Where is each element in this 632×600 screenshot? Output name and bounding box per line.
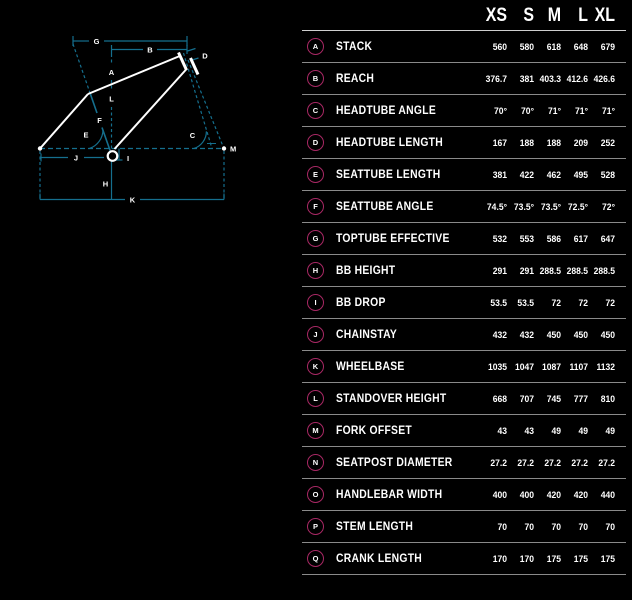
diagram-label-b: B xyxy=(147,45,153,55)
front-axle-dot xyxy=(222,146,226,150)
head-tube xyxy=(179,53,187,71)
row-label: SEATTUBE LENGTH xyxy=(336,168,441,181)
row-letter: G xyxy=(312,233,319,243)
seattube-axis-dashed xyxy=(73,44,90,94)
row-crank-length xyxy=(302,543,626,575)
geometry-rows xyxy=(302,31,626,575)
row-bb-drop xyxy=(302,287,626,319)
geometry-table xyxy=(302,0,626,575)
value-b-l: 412.6 xyxy=(566,73,588,84)
row-bb-height xyxy=(302,255,626,287)
value-n-xs: 27.2 xyxy=(490,457,507,468)
rear-axle-dot xyxy=(38,146,42,150)
size-col-s: S xyxy=(523,5,534,26)
headtube-angle-arc xyxy=(194,131,206,148)
row-wheelbase xyxy=(302,351,626,383)
diagram-label-f: F xyxy=(97,116,102,125)
value-l-s: 707 xyxy=(519,393,534,404)
value-k-m: 1087 xyxy=(541,361,561,372)
value-q-l: 175 xyxy=(573,553,588,564)
value-i-xs: 53.5 xyxy=(490,297,507,308)
value-d-xl: 252 xyxy=(600,137,615,148)
row-letter-badge xyxy=(307,166,324,183)
row-fork-offset xyxy=(302,415,626,447)
row-label: REACH xyxy=(336,72,375,85)
row-seattube-angle xyxy=(302,191,626,223)
value-p-xs: 70 xyxy=(497,521,507,532)
value-e-xs: 381 xyxy=(492,169,507,180)
value-g-l: 617 xyxy=(573,233,588,244)
row-label: HANDLEBAR WIDTH xyxy=(336,488,443,501)
value-j-m: 450 xyxy=(546,329,561,340)
value-a-l: 648 xyxy=(573,41,588,52)
row-letter-badge xyxy=(307,454,324,471)
seattube-angle-arc xyxy=(90,130,104,149)
row-letter-badge xyxy=(307,390,324,407)
diagram-label-e: E xyxy=(83,130,89,140)
row-letter: O xyxy=(312,489,319,499)
value-j-xl: 450 xyxy=(600,329,615,340)
diagram-label-l: L xyxy=(109,94,114,104)
row-label: HEADTUBE LENGTH xyxy=(336,136,443,149)
row-label: STEM LENGTH xyxy=(336,520,414,533)
row-letter-badge xyxy=(307,358,324,375)
value-b-xs: 376.7 xyxy=(485,73,507,84)
row-label: BB HEIGHT xyxy=(336,264,396,277)
value-n-l: 27.2 xyxy=(571,457,588,468)
diagram-label-j: J xyxy=(73,153,79,163)
row-seatpost-diameter xyxy=(302,447,626,479)
row-letter-badge xyxy=(307,550,324,567)
value-o-l: 420 xyxy=(573,489,588,500)
value-b-s: 381 xyxy=(519,73,534,84)
row-headtube-angle xyxy=(302,95,626,127)
value-a-s: 580 xyxy=(519,41,534,52)
row-label: SEATTUBE ANGLE xyxy=(336,200,434,213)
value-j-s: 432 xyxy=(519,329,534,340)
value-h-xl: 288.5 xyxy=(593,265,615,276)
value-p-l: 70 xyxy=(578,521,588,532)
row-letter: C xyxy=(312,105,319,115)
size-col-xs: XS xyxy=(485,5,507,26)
row-handlebar-width xyxy=(302,479,626,511)
value-f-l: 72.5° xyxy=(567,201,588,212)
row-label: CHAINSTAY xyxy=(336,328,398,341)
value-m-s: 43 xyxy=(524,425,534,436)
value-o-s: 400 xyxy=(519,489,534,500)
row-chainstay xyxy=(302,319,626,351)
value-b-xl: 426.6 xyxy=(593,73,615,84)
row-headtube-length xyxy=(302,127,626,159)
value-d-s: 188 xyxy=(519,137,534,148)
row-stem-length xyxy=(302,511,626,543)
value-e-l: 495 xyxy=(573,169,588,180)
value-d-l: 209 xyxy=(573,137,588,148)
value-i-xl: 72 xyxy=(605,297,615,308)
value-n-s: 27.2 xyxy=(517,457,534,468)
value-g-xl: 647 xyxy=(600,233,615,244)
value-k-l: 1107 xyxy=(569,361,588,372)
size-col-l: L xyxy=(578,5,588,26)
value-e-m: 462 xyxy=(546,169,561,180)
value-f-xl: 72° xyxy=(602,201,615,212)
value-i-l: 72 xyxy=(578,297,588,308)
frame-geometry-diagram xyxy=(0,0,280,225)
value-h-l: 288.5 xyxy=(566,265,588,276)
diagram-label-c: C xyxy=(189,131,196,140)
row-label: BB DROP xyxy=(336,296,386,309)
value-q-xs: 170 xyxy=(492,553,507,564)
value-l-xs: 668 xyxy=(492,393,507,404)
value-e-s: 422 xyxy=(519,169,534,180)
value-i-m: 72 xyxy=(551,297,561,308)
value-h-m: 288.5 xyxy=(539,265,561,276)
value-q-xl: 175 xyxy=(600,553,615,564)
row-letter: F xyxy=(313,201,318,211)
value-l-l: 777 xyxy=(573,393,588,404)
row-letter: J xyxy=(313,329,318,339)
row-label: STACK xyxy=(336,40,373,53)
row-letter: L xyxy=(313,393,318,403)
value-j-xs: 432 xyxy=(492,329,507,340)
row-letter-badge xyxy=(307,134,324,151)
value-h-xs: 291 xyxy=(492,265,507,276)
size-col-xl: XL xyxy=(594,5,615,26)
value-f-m: 73.5° xyxy=(540,201,561,212)
value-o-xs: 400 xyxy=(492,489,507,500)
row-letter: E xyxy=(312,169,318,179)
row-letter: M xyxy=(312,425,319,435)
row-letter-badge xyxy=(307,198,324,215)
row-toptube-effective xyxy=(302,223,626,255)
value-d-xs: 167 xyxy=(492,137,507,148)
value-a-xs: 560 xyxy=(492,41,507,52)
row-letter-badge xyxy=(307,262,324,279)
value-c-m: 71° xyxy=(548,105,561,116)
value-b-m: 403.3 xyxy=(539,73,561,84)
row-letter-badge xyxy=(307,38,324,55)
row-letter-badge xyxy=(307,326,324,343)
value-g-m: 586 xyxy=(546,233,561,244)
value-g-xs: 532 xyxy=(492,233,507,244)
row-label: FORK OFFSET xyxy=(336,424,412,437)
value-j-l: 450 xyxy=(573,329,588,340)
value-n-m: 27.2 xyxy=(544,457,561,468)
diagram-label-g: G xyxy=(93,37,100,46)
value-d-m: 188 xyxy=(546,137,561,148)
row-letter: Q xyxy=(312,553,319,563)
down-tube xyxy=(115,69,188,150)
value-l-xl: 810 xyxy=(600,393,615,404)
row-reach xyxy=(302,63,626,95)
row-letter: I xyxy=(314,297,317,307)
value-k-s: 1047 xyxy=(514,361,534,372)
value-p-m: 70 xyxy=(551,521,561,532)
value-q-s: 170 xyxy=(519,553,534,564)
value-o-m: 420 xyxy=(546,489,561,500)
diagram-label-d: D xyxy=(202,51,208,61)
value-c-s: 70° xyxy=(521,105,534,116)
value-k-xl: 1132 xyxy=(596,361,615,372)
bottom-bracket-circle xyxy=(108,151,118,161)
row-letter-badge xyxy=(307,518,324,535)
row-letter: H xyxy=(312,265,319,275)
value-l-m: 745 xyxy=(546,393,561,404)
row-letter: A xyxy=(312,41,319,51)
value-k-xs: 1035 xyxy=(487,361,507,372)
row-label: TOPTUBE EFFECTIVE xyxy=(336,232,450,245)
row-letter: N xyxy=(312,457,319,467)
row-label: CRANK LENGTH xyxy=(336,552,423,565)
diagram-label-a: A xyxy=(108,68,115,77)
value-p-xl: 70 xyxy=(605,521,615,532)
size-header-row xyxy=(302,0,626,31)
head-tube xyxy=(191,58,199,75)
diagram-label-h: H xyxy=(102,179,109,189)
value-m-xs: 43 xyxy=(497,425,507,436)
seatstay-tube xyxy=(40,94,88,149)
value-m-l: 49 xyxy=(578,425,588,436)
row-letter-badge xyxy=(307,486,324,503)
row-label: WHEELBASE xyxy=(336,360,405,373)
row-label: STANDOVER HEIGHT xyxy=(336,392,447,405)
size-col-m: M xyxy=(547,5,561,26)
row-letter: D xyxy=(312,137,319,147)
value-o-xl: 440 xyxy=(600,489,615,500)
value-a-m: 618 xyxy=(546,41,561,52)
row-letter: B xyxy=(312,73,319,83)
top-tube xyxy=(88,56,181,95)
row-seattube-length xyxy=(302,159,626,191)
diagram-label-i: I xyxy=(126,154,130,163)
row-letter-badge xyxy=(307,230,324,247)
value-f-xs: 74.5° xyxy=(486,201,507,212)
row-letter: K xyxy=(312,361,319,371)
steering-axis-line xyxy=(184,53,213,149)
row-letter-badge xyxy=(307,422,324,439)
row-letter-badge xyxy=(307,294,324,311)
value-i-s: 53.5 xyxy=(517,297,534,308)
value-n-xl: 27.2 xyxy=(598,457,615,468)
row-standover-height xyxy=(302,383,626,415)
value-c-xs: 70° xyxy=(494,105,507,116)
row-letter-badge xyxy=(307,102,324,119)
row-stack xyxy=(302,31,626,63)
value-q-m: 175 xyxy=(546,553,561,564)
row-label: SEATPOST DIAMETER xyxy=(336,456,453,469)
row-label: HEADTUBE ANGLE xyxy=(336,104,436,117)
value-f-s: 73.5° xyxy=(513,201,534,212)
value-p-s: 70 xyxy=(524,521,534,532)
row-letter: P xyxy=(312,521,318,531)
diagram-label-k: K xyxy=(129,195,136,205)
diagram-label-m: M xyxy=(230,144,237,154)
value-c-l: 71° xyxy=(575,105,588,116)
value-e-xl: 528 xyxy=(600,169,615,180)
frame-tubes xyxy=(40,53,198,150)
value-g-s: 553 xyxy=(519,233,534,244)
value-h-s: 291 xyxy=(519,265,534,276)
value-m-xl: 49 xyxy=(605,425,615,436)
seattube-line xyxy=(90,94,97,113)
value-m-m: 49 xyxy=(551,425,561,436)
value-c-xl: 71° xyxy=(602,105,615,116)
value-a-xl: 679 xyxy=(600,41,615,52)
row-letter-badge xyxy=(307,70,324,87)
